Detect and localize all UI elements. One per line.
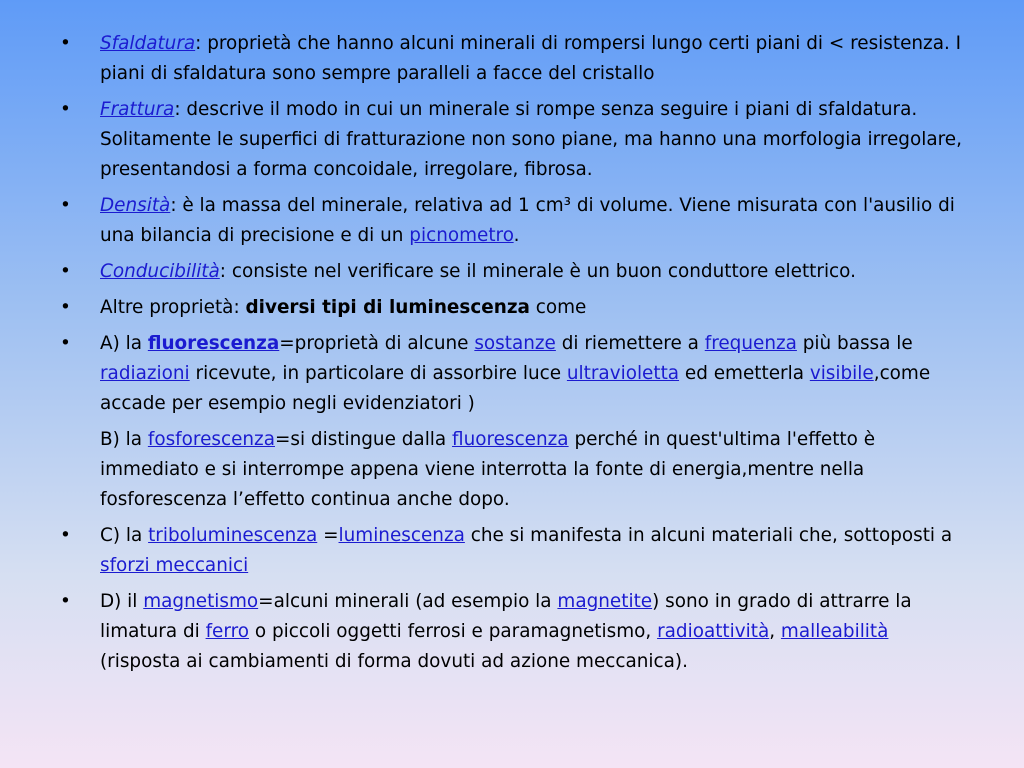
radioattivita-link[interactable]: radioattività xyxy=(657,621,770,642)
sforzi-meccanici-link[interactable]: sforzi meccanici xyxy=(100,555,249,576)
list-item-fosforescenza xyxy=(0,425,1024,515)
text-span: ed emetterla xyxy=(679,363,810,384)
text-span: (risposta ai cambiamenti di forma dovuti ad azione meccanica). xyxy=(100,651,688,672)
fluorescenza-link-2[interactable]: fluorescenza xyxy=(452,429,569,450)
text-span: =alcuni minerali (ad esempio la xyxy=(258,591,558,612)
densita-text: : è la massa del minerale, relativa ad 1 cm³ di volume. Viene misurata con l'ausilio di una bilancia di precisione e di un xyxy=(100,195,955,246)
text-span: di riemettere a xyxy=(555,333,705,354)
triboluminescenza-link[interactable]: triboluminescenza xyxy=(148,525,318,546)
bullet: • xyxy=(60,99,71,120)
frattura-text: : descrive il modo in cui un minerale si rompe senza seguire i piani di sfaldatura. Solitamente le superfici di fratturazione non sono piane, ma hanno una morfologia irregolare, presentandosi a forma concoidale, irregolare, fibrosa. xyxy=(100,99,962,180)
text-span: A) la xyxy=(100,333,148,354)
bullet: • xyxy=(60,195,71,216)
text-span: D) il xyxy=(100,591,144,612)
sfaldatura-link[interactable]: Sfaldatura xyxy=(100,33,196,54)
radiazioni-link[interactable]: radiazioni xyxy=(100,363,190,384)
luminescenza-heading: diversi tipi di luminescenza xyxy=(245,297,530,318)
picnometro-link[interactable]: picnometro xyxy=(409,225,514,246)
text-span: =si distingue dalla xyxy=(274,429,453,450)
property-list xyxy=(0,29,1024,683)
luminescenza-link[interactable]: luminescenza xyxy=(338,525,465,546)
text-span: =proprietà di alcune xyxy=(279,333,475,354)
list-item-triboluminescenza xyxy=(0,521,1024,581)
list-item-magnetismo xyxy=(0,587,1024,677)
magnetite-link[interactable]: magnetite xyxy=(557,591,653,612)
text-span: che si manifesta in alcuni materiali che, sottoposti a xyxy=(464,525,953,546)
list-item-altre-proprieta xyxy=(0,293,1024,323)
densita-link[interactable]: Densità xyxy=(100,195,171,216)
frequenza-link[interactable]: frequenza xyxy=(704,333,797,354)
ferro-link[interactable]: ferro xyxy=(205,621,250,642)
malleabilita-link[interactable]: malleabilità xyxy=(780,621,889,642)
text-span: più bassa le xyxy=(796,333,913,354)
frattura-link[interactable]: Frattura xyxy=(100,99,175,120)
text-span: perché in quest'ultima l'effetto è immediato e si interrompe appena viene interrotta la fonte di energia,mentre nella fosforescenza l’effetto continua anche dopo. xyxy=(100,429,876,510)
list-item-fluorescenza xyxy=(0,329,1024,419)
sfaldatura-text: : proprietà che hanno alcuni minerali di rompersi lungo certi piani di < resistenza. I piani di sfaldatura sono sempre paralleli a facce del cristallo xyxy=(100,33,962,84)
text-span: B) la xyxy=(100,429,148,450)
list-item-conducibilita xyxy=(0,257,1024,287)
list-item-densita xyxy=(0,191,1024,251)
bullet: • xyxy=(60,333,71,354)
visibile-link[interactable]: visibile xyxy=(809,363,874,384)
text-span: ,come accade per esempio negli evidenziatori ) xyxy=(100,363,931,414)
text-span: ricevute, in particolare di assorbire luce xyxy=(189,363,567,384)
bullet: • xyxy=(60,525,71,546)
conducibilita-text: : consiste nel verificare se il minerale è un buon conduttore elettrico. xyxy=(219,261,856,282)
bullet: • xyxy=(60,591,71,612)
text-span: = xyxy=(317,525,339,546)
conducibilita-link[interactable]: Conducibilità xyxy=(100,261,220,282)
fosforescenza-link[interactable]: fosforescenza xyxy=(147,429,275,450)
altre-end: come xyxy=(529,297,587,318)
text-span: , xyxy=(769,621,781,642)
densita-end: . xyxy=(513,225,520,246)
text-span: o piccoli oggetti ferrosi e paramagnetismo, xyxy=(249,621,658,642)
list-item-frattura xyxy=(0,95,1024,185)
text-span: C) la xyxy=(100,525,149,546)
altre-text: Altre proprietà: xyxy=(100,297,246,318)
bullet: • xyxy=(60,297,71,318)
fluorescenza-link[interactable]: fluorescenza xyxy=(147,333,280,354)
text-span: ) sono in grado di attrarre la limatura di xyxy=(100,591,912,642)
list-item-sfaldatura xyxy=(0,29,1024,89)
bullet: • xyxy=(60,261,71,282)
bullet: • xyxy=(60,33,71,54)
sostanze-link[interactable]: sostanze xyxy=(474,333,556,354)
ultravioletta-link[interactable]: ultravioletta xyxy=(566,363,680,384)
magnetismo-link[interactable]: magnetismo xyxy=(143,591,259,612)
